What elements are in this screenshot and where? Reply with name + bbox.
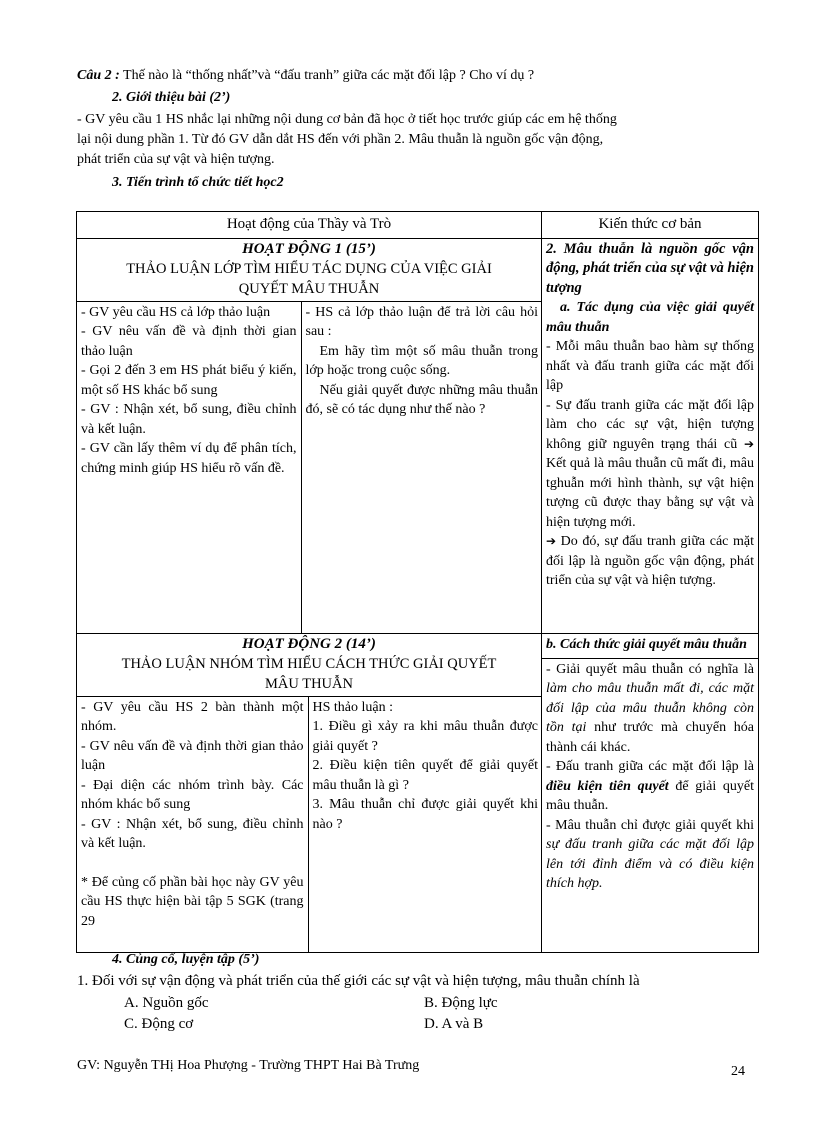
option-d: D. A và B xyxy=(424,1016,484,1032)
activity-2-teacher-item: - GV : Nhận xét, bổ sung, điều chỉnh và kết luận. xyxy=(81,816,304,851)
activity-2-student xyxy=(308,696,542,952)
knowledge-1-cell xyxy=(542,238,759,633)
activity-2-subtitle: THẢO LUẬN NHÓM TÌM HIỂU CÁCH THỨC GIẢI QUYẾT MÂU THUẪN xyxy=(121,655,497,692)
activity-1-student-item: Nếu giải quyết được những mâu thuẫn đó, sẽ có tác dụng như thế nào ? xyxy=(305,382,538,417)
knowledge-2-point xyxy=(546,757,754,816)
knowledge-1-text: Do đó, sự đấu tranh giữa các mặt đối lập là nguồn gốc vận động, phát triển của sự vật và hiện tượng. xyxy=(546,534,754,588)
knowledge-2-subtitle: b. Cách thức giải quyết mâu thuẫn xyxy=(546,636,747,652)
option-c: C. Động cơ xyxy=(124,1016,194,1032)
activity-2-teacher-item: - GV yêu cầu HS 2 bàn thành một nhóm. xyxy=(81,699,304,734)
activity-1-cell xyxy=(77,238,542,633)
activity-1-student xyxy=(301,301,542,633)
activity-table xyxy=(76,211,759,953)
activity-2-student-item: 1. Điều gì xảy ra khi mâu thuẫn được giải quyết ? xyxy=(312,719,538,754)
activity-2-teacher-note: * Để củng cố phần bài học này GV yêu cầu HS thực hiện bài tập 5 SGK (trang 29 xyxy=(81,874,304,929)
activity-1-teacher-item: - GV cần lấy thêm ví dụ để phân tích, chứng minh giúp HS hiểu rõ vấn đề. xyxy=(81,441,297,476)
knowledge-2-cell xyxy=(542,633,759,952)
activity-2-student-item: HS thảo luận : xyxy=(312,699,393,715)
activity-2-teacher xyxy=(77,696,308,952)
activity-1-teacher-item: - Gọi 2 đến 3 em HS phát biểu ý kiến, một số HS khác bổ sung xyxy=(81,363,297,398)
option-b: B. Động lực xyxy=(424,995,498,1011)
page-number: 24 xyxy=(731,1064,745,1079)
knowledge-1-subtitle: a. Tác dụng của việc giải quyết mâu thuẫn xyxy=(546,300,754,335)
knowledge-1-point xyxy=(546,532,754,591)
knowledge-2-emphasis: điều kiện tiên quyết xyxy=(546,778,669,794)
question-2 xyxy=(77,66,534,85)
knowledge-2-text: - Mâu thuẫn chỉ được giải quyết khi xyxy=(546,817,754,833)
activity-1-teacher-item: - GV yêu cầu HS cả lớp thảo luận xyxy=(81,304,271,320)
activity-1-title: HOẠT ĐỘNG 1 (15’) xyxy=(242,240,376,257)
knowledge-1-text: - Sự đấu tranh giữa các mặt đối lập làm cho các sự vật, hiện tượng không giữ nguyên trạng thái cũ xyxy=(546,397,754,452)
activity-1-teacher-item: - GV nêu vấn đề và định thời gian thảo luận xyxy=(81,324,297,359)
practice-question: 1. Đối với sự vận động và phát triển của thế giới các sự vật và hiện tượng, mâu thuẫn chính là xyxy=(77,973,640,989)
activity-2-cell xyxy=(77,633,542,952)
activity-1-subtable xyxy=(77,301,542,633)
knowledge-1-point xyxy=(546,396,754,533)
section-3-title: 3. Tiến trình tổ chức tiết học2 xyxy=(112,175,284,190)
knowledge-2-text: như trước mà chuyển hóa thành cái khác. xyxy=(546,720,754,755)
activity-2-student-item: 2. Điều kiện tiên quyết để giải quyết mâu thuẫn là gì ? xyxy=(312,758,538,793)
activity-2-title: HOẠT ĐỘNG 2 (14’) xyxy=(242,635,376,652)
knowledge-2-text: - Đấu tranh giữa các mặt đối lập là xyxy=(546,759,754,774)
section-2-line-3: phát triển của sự vật và hiện tượng. xyxy=(77,152,275,167)
knowledge-2-point xyxy=(546,660,754,758)
section-2-line-2: lại nội dung phần 1. Từ đó GV dẫn dắt HS đến với phần 2. Mâu thuẫn là nguồn gốc vận động, xyxy=(77,132,604,147)
arrow-right-icon: ➔ xyxy=(743,436,754,451)
header-activities: Hoạt động của Thầy và Trò xyxy=(77,212,542,239)
option-a: A. Nguồn gốc xyxy=(124,995,209,1011)
activity-1-teacher xyxy=(77,301,301,633)
arrow-right-icon: ➔ xyxy=(546,534,557,548)
section-4-title: 4. Củng cố, luyện tập (5’) xyxy=(112,952,260,967)
section-2-title: 2. Giới thiệu bài (2’) xyxy=(112,90,231,105)
section-2-line-1: - GV yêu cầu 1 HS nhắc lại những nội dung cơ bản đã học ở tiết học trước giúp các em hệ thống xyxy=(77,112,617,127)
knowledge-2-text: để giải quyết mâu thuẫn. xyxy=(546,778,754,813)
activity-2-teacher-item: - GV nêu vấn đề và định thời gian thảo luận xyxy=(81,738,304,773)
activity-1-student-item: - HS cả lớp thảo luận để trả lời câu hỏi sau : xyxy=(305,304,538,339)
knowledge-2-point xyxy=(546,816,754,894)
footer-author: GV: Nguyễn THị Hoa Phượng - Trường THPT Hai Bà Trưng xyxy=(77,1058,420,1073)
activity-1-student-item: Em hãy tìm một số mâu thuẫn trong lớp hoặc trong cuộc sống. xyxy=(305,343,538,378)
knowledge-1-text: Kết quả là mâu thuẫn cũ mất đi, mâu tghuẫn mới hình thành, sự vật hiện tượng cũ được thay bằng sự vật và hiện tượng mới. xyxy=(546,456,754,530)
knowledge-1-title: 2. Mâu thuẫn là nguồn gốc vận động, phát triển của sự vật và hiện tượng xyxy=(546,240,754,296)
question-2-text: Thế nào là “thống nhất”và “đấu tranh” giữa các mặt đối lập ? Cho ví dụ ? xyxy=(119,68,535,83)
activity-2-student-item: 3. Mâu thuẫn chỉ được giải quyết khi nào ? xyxy=(312,797,538,832)
knowledge-2-emphasis: sự đấu tranh giữa các mặt đối lập lên tới đỉnh điểm và có điều kiện thích hợp. xyxy=(546,837,754,891)
knowledge-2-text: - Giải quyết mâu thuẫn có nghĩa là xyxy=(546,661,754,677)
activity-2-subtable xyxy=(77,696,542,952)
knowledge-2-emphasis: làm cho mâu thuẫn mất đi, các mặt đối lập của mâu thuẫn không còn tồn tại xyxy=(546,681,754,735)
header-knowledge: Kiến thức cơ bản xyxy=(542,212,759,239)
activity-2-teacher-item: - Đại diện các nhóm trình bày. Các nhóm khác bổ sung xyxy=(81,777,304,812)
knowledge-1-point: - Mỗi mâu thuẫn bao hàm sự thống nhất và đấu tranh giữa các mặt đối lập xyxy=(546,339,754,393)
knowledge-2-body xyxy=(542,658,758,915)
question-2-label: Câu 2 : xyxy=(77,68,120,83)
activity-1-subtitle: THẢO LUẬN LỚP TÌM HIỂU TÁC DỤNG CỦA VIỆC GIẢI QUYẾT MÂU THUẪN xyxy=(126,260,492,297)
activity-1-teacher-item: - GV : Nhận xét, bổ sung, điều chỉnh và kết luận. xyxy=(81,402,297,437)
